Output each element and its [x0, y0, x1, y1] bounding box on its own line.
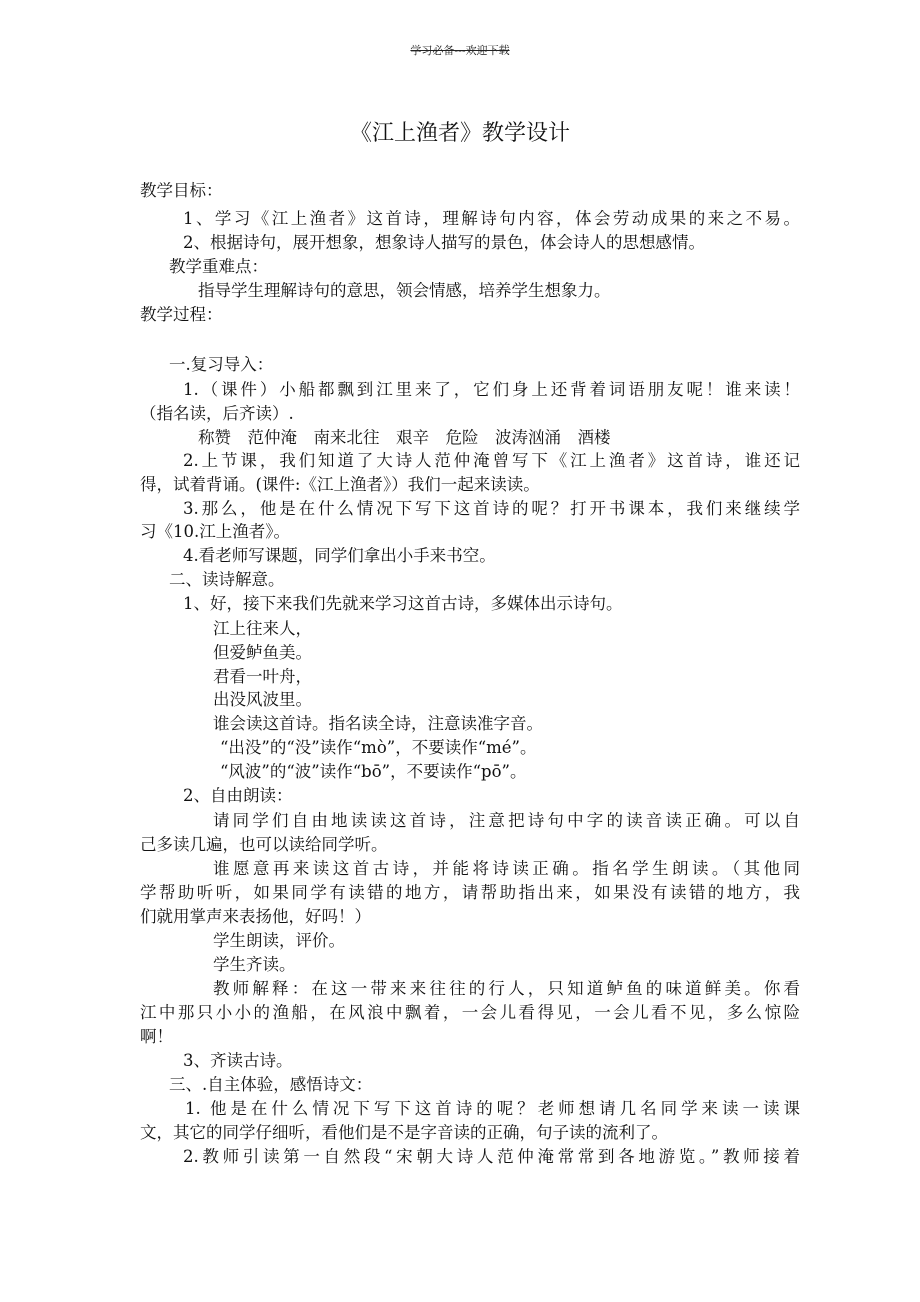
- paragraph-line: 学帮助听听，如果同学有读错的地方，请帮助指出来，如果没有读错的地方，我: [140, 883, 800, 902]
- paragraph-line: 1、好，接下来我们先就来学习这首古诗，多媒体出示诗句。: [183, 594, 623, 613]
- document-title: 《江上渔者》教学设计: [349, 121, 570, 146]
- paragraph-line: 4.看老师写课题，同学们拿出小手来书空。: [183, 546, 496, 565]
- paragraph-line: （指名读，后齐读）.: [140, 404, 294, 423]
- section-heading: 教学目标：: [140, 181, 223, 200]
- paragraph-line: 1、学习《江上渔者》这首诗，理解诗句内容，体会劳动成果的来之不易。: [183, 209, 800, 228]
- section-heading: 教学过程：: [140, 305, 223, 324]
- paragraph-line: 们就用掌声来表扬他，好吗！）: [140, 907, 371, 926]
- paragraph-line: 指导学生理解诗句的意思，领会情感，培养学生想象力。: [198, 281, 611, 300]
- pronunciation-note: “风波”的“波”读作“bō”，不要读作“pō”。: [220, 762, 527, 781]
- page-header: 学习必备---欢迎下载: [410, 44, 510, 57]
- section-heading: 教学重难点：: [169, 257, 268, 276]
- paragraph-line: 1. 他是在什么情况下写下这首诗的呢？老师想请几名同学来读一读课: [185, 1099, 800, 1118]
- vocabulary-line: 称赞 范仲淹 南来北往 艰辛 危险 波涛汹涌 酒楼: [198, 428, 611, 447]
- paragraph-line: 谁愿意再来读这首古诗，并能将诗读正确。指名学生朗读。（其他同: [213, 859, 800, 878]
- paragraph-line: 谁会读这首诗。指名读全诗，注意读准字音。: [213, 714, 543, 733]
- section-heading: 2、自由朗读：: [183, 786, 293, 805]
- pronunciation-note: “出没”的“没”读作“mò”，不要读作“mé”。: [220, 738, 537, 757]
- poem-line: 江上往来人，: [213, 619, 312, 638]
- section-heading: 二、读诗解意。: [169, 570, 285, 589]
- paragraph-line: 3.那么，他是在什么情况下写下这首诗的呢？打开书课本，我们来继续学: [183, 499, 800, 518]
- paragraph-line: 学生朗读，评价。: [213, 931, 345, 950]
- poem-line: 君看一叶舟，: [213, 667, 312, 686]
- paragraph-line: 请同学们自由地读读这首诗，注意把诗句中字的读音读正确。可以自: [213, 811, 800, 830]
- paragraph-line: 2.教师引读第一自然段“宋朝大诗人范仲淹常常到各地游览。”教师接着: [183, 1147, 800, 1166]
- paragraph-line: 教师解释：在这一带来来往往的行人，只知道鲈鱼的味道鲜美。你看: [213, 979, 800, 998]
- paragraph-line: 己多读几遍，也可以读给同学听。: [140, 835, 388, 854]
- poem-line: 但爱鲈鱼美。: [213, 643, 312, 662]
- paragraph-line: 1.（课件）小船都飘到江里来了，它们身上还背着词语朋友呢！谁来读！: [183, 380, 800, 399]
- paragraph-line: 2.上节课，我们知道了大诗人范仲淹曾写下《江上渔者》这首诗，谁还记: [183, 451, 800, 470]
- paragraph-line: 江中那只小小的渔船，在风浪中飘着，一会儿看得见，一会儿看不见，多么惊险: [140, 1003, 800, 1022]
- section-heading: 一.复习导入：: [169, 355, 274, 374]
- paragraph-line: 学生齐读。: [213, 955, 296, 974]
- paragraph-line: 啊！: [140, 1027, 173, 1046]
- paragraph-line: 文，其它的同学仔细听，看他们是不是字音读的正确，句子读的流利了。: [140, 1123, 668, 1142]
- section-heading: 三、.自主体验，感悟诗文：: [169, 1075, 373, 1094]
- section-heading: 3、齐读古诗。: [183, 1051, 293, 1070]
- paragraph-line: 习《10.江上渔者》。: [140, 522, 290, 541]
- paragraph-line: 2、根据诗句，展开想象，想象诗人描写的景色，体会诗人的思想感情。: [183, 233, 705, 252]
- paragraph-line: 得，试着背诵。(课件:《江上渔者》）我们一起来读读。: [140, 475, 540, 494]
- poem-line: 出没风波里。: [213, 690, 312, 709]
